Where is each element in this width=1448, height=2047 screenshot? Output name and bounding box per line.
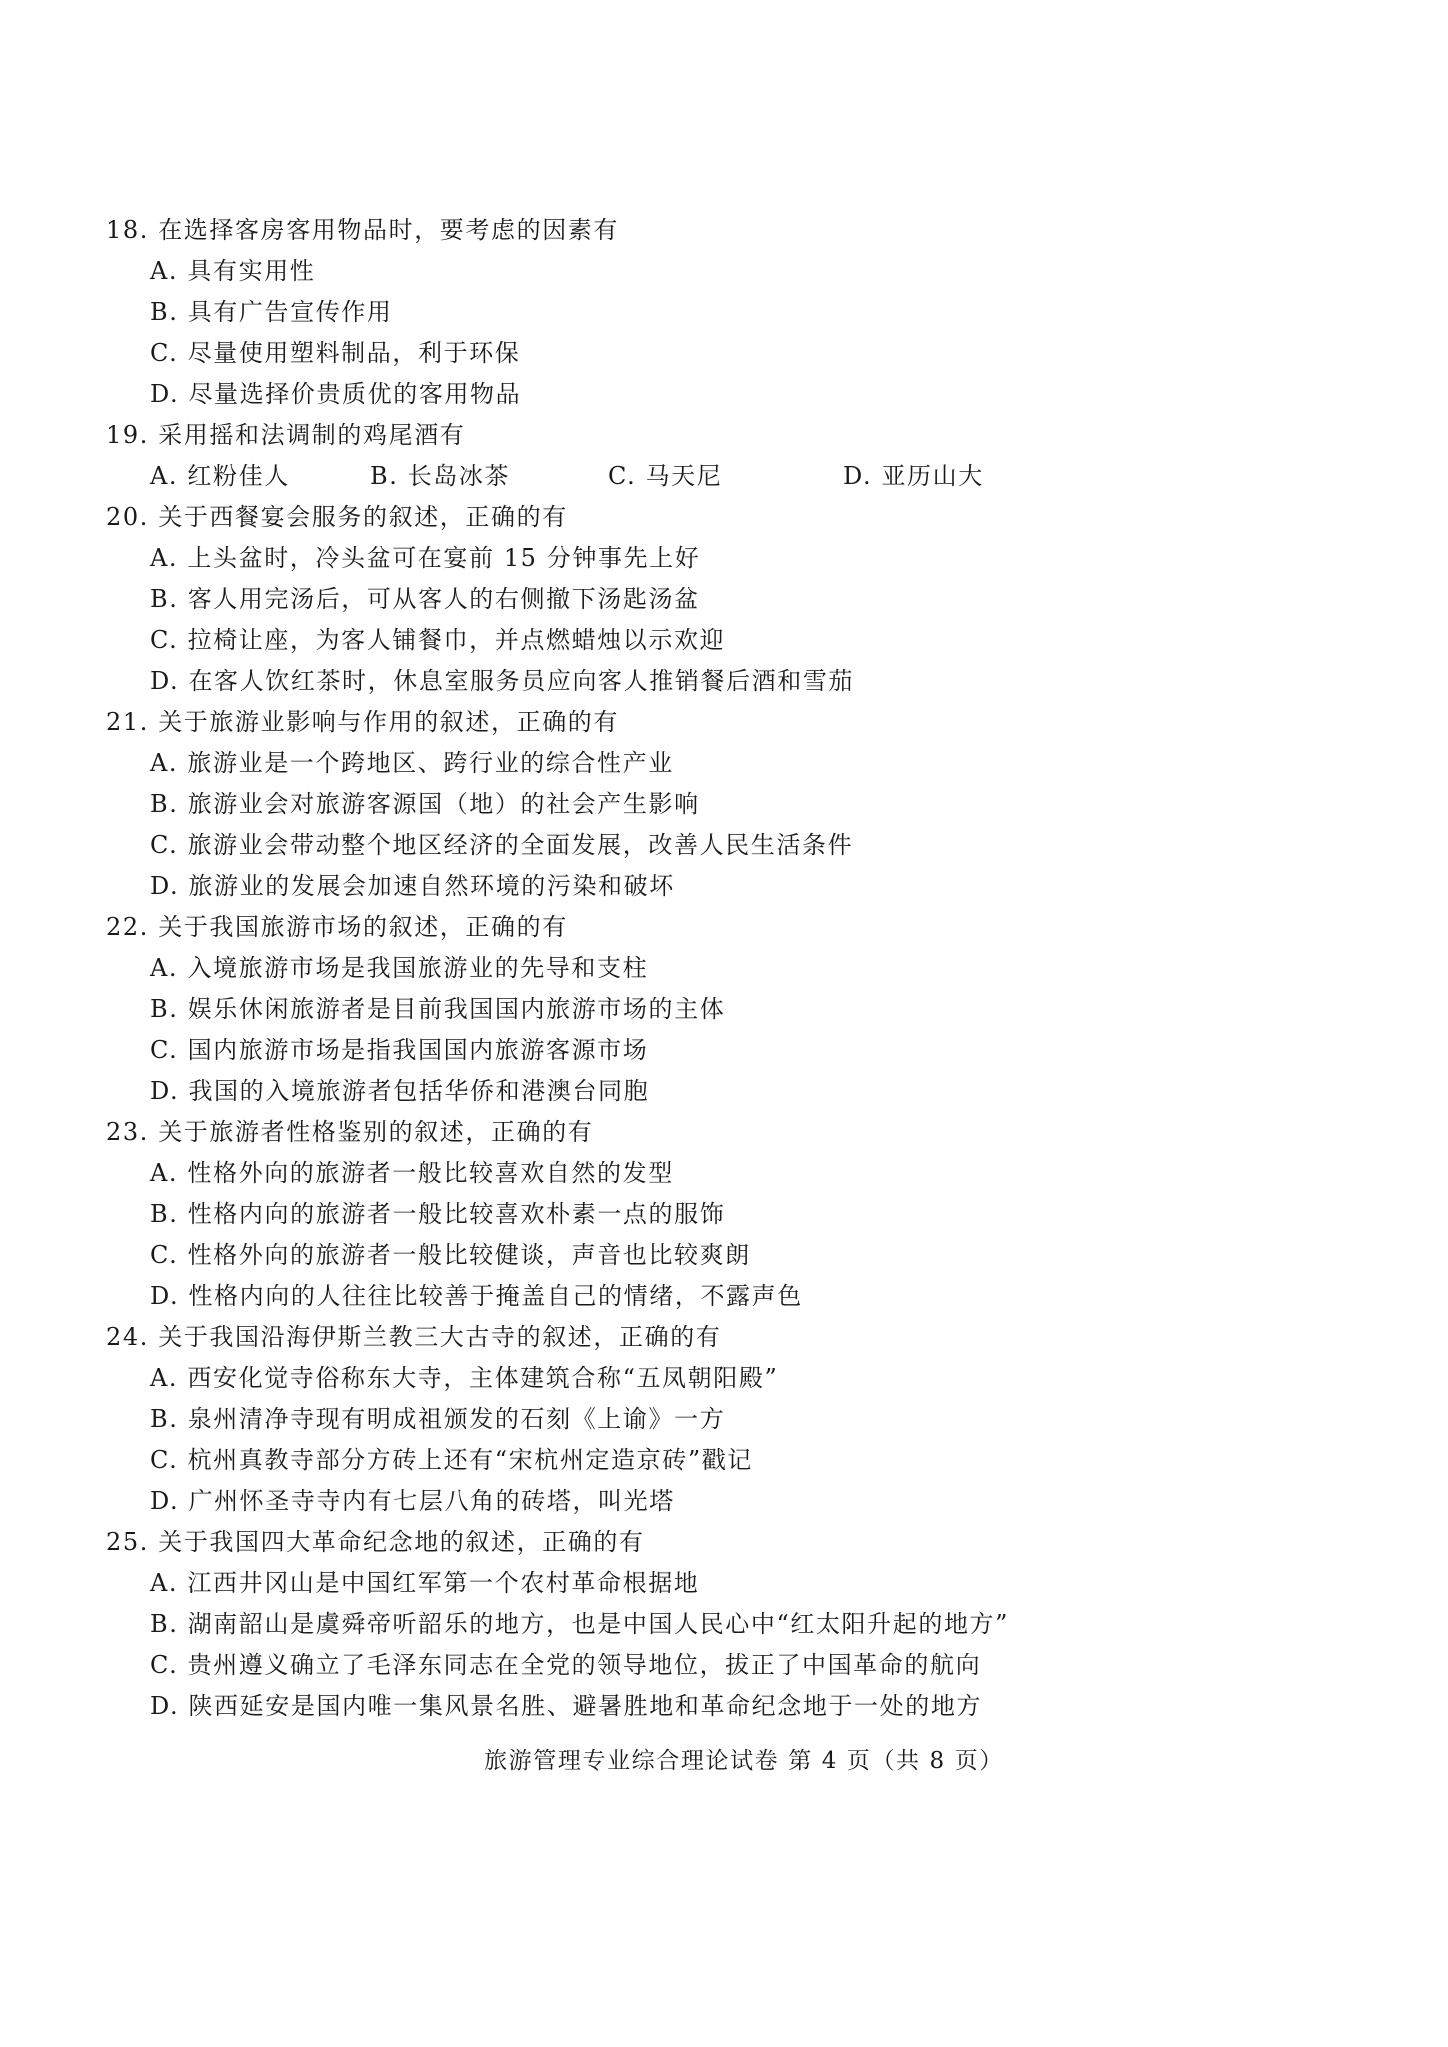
option-a: A. 入境旅游市场是我国旅游业的先导和支柱 xyxy=(150,954,649,982)
option-b: B. 旅游业会对旅游客源国（地）的社会产生影响 xyxy=(150,790,700,818)
question-19 xyxy=(106,415,1366,497)
option-b: B. 泉州清净寺现有明成祖颁发的石刻《上谕》一方 xyxy=(150,1405,726,1433)
option-c: C. 性格外向的旅游者一般比较健谈，声音也比较爽朗 xyxy=(150,1241,751,1269)
option-b: B. 娱乐休闲旅游者是目前我国国内旅游市场的主体 xyxy=(150,995,726,1023)
question-21 xyxy=(106,702,1366,907)
option-a: A. 红粉佳人 xyxy=(150,462,290,490)
option-d: D. 陕西延安是国内唯一集风景名胜、避暑胜地和革命纪念地于一处的地方 xyxy=(150,1692,983,1720)
question-stem: 19. 采用摇和法调制的鸡尾酒有 xyxy=(106,421,466,449)
question-stem: 23. 关于旅游者性格鉴别的叙述，正确的有 xyxy=(106,1118,594,1146)
option-d: D. 广州怀圣寺寺内有七层八角的砖塔，叫光塔 xyxy=(150,1487,675,1515)
option-c: C. 尽量使用塑料制品，利于环保 xyxy=(150,339,521,367)
option-a: A. 江西井冈山是中国红军第一个农村革命根据地 xyxy=(150,1569,700,1597)
option-c: C. 旅游业会带动整个地区经济的全面发展，改善人民生活条件 xyxy=(150,831,854,859)
option-d: D. 尽量选择价贵质优的客用物品 xyxy=(150,380,522,408)
question-20 xyxy=(106,497,1366,702)
question-list xyxy=(106,210,1366,1727)
question-18 xyxy=(106,210,1366,415)
option-c: C. 贵州遵义确立了毛泽东同志在全党的领导地位，拔正了中国革命的航向 xyxy=(150,1651,982,1679)
option-d: D. 在客人饮红茶时，休息室服务员应向客人推销餐后酒和雪茄 xyxy=(150,667,855,695)
question-stem: 25. 关于我国四大革命纪念地的叙述，正确的有 xyxy=(106,1528,645,1556)
question-23 xyxy=(106,1112,1366,1317)
option-a: A. 上头盆时，冷头盆可在宴前 15 分钟事先上好 xyxy=(150,544,701,572)
option-a: A. 旅游业是一个跨地区、跨行业的综合性产业 xyxy=(150,749,674,777)
option-b: B. 性格内向的旅游者一般比较喜欢朴素一点的服饰 xyxy=(150,1200,726,1228)
page-footer: 旅游管理专业综合理论试卷 第 4 页（共 8 页） xyxy=(484,1748,1004,1774)
question-stem: 18. 在选择客房客用物品时，要考虑的因素有 xyxy=(106,216,619,244)
question-22 xyxy=(106,907,1366,1112)
question-24 xyxy=(106,1317,1366,1522)
option-c: C. 杭州真教寺部分方砖上还有“宋杭州定造京砖”戳记 xyxy=(150,1446,753,1474)
option-d: D. 亚历山大 xyxy=(843,462,984,490)
option-d: D. 旅游业的发展会加速自然环境的污染和破坏 xyxy=(150,872,675,900)
option-a: A. 性格外向的旅游者一般比较喜欢自然的发型 xyxy=(150,1159,674,1187)
option-a: A. 具有实用性 xyxy=(150,257,316,285)
option-d: D. 我国的入境旅游者包括华侨和港澳台同胞 xyxy=(150,1077,650,1105)
question-stem: 22. 关于我国旅游市场的叙述，正确的有 xyxy=(106,913,568,941)
option-c: C. 国内旅游市场是指我国国内旅游客源市场 xyxy=(150,1036,649,1064)
option-d: D. 性格内向的人往往比较善于掩盖自己的情绪，不露声色 xyxy=(150,1282,803,1310)
option-b: B. 客人用完汤后，可从客人的右侧撤下汤匙汤盆 xyxy=(150,585,700,613)
option-row xyxy=(106,456,1366,497)
option-c: C. 拉椅让座，为客人铺餐巾，并点燃蜡烛以示欢迎 xyxy=(150,626,726,654)
question-stem: 24. 关于我国沿海伊斯兰教三大古寺的叙述，正确的有 xyxy=(106,1323,722,1351)
question-25 xyxy=(106,1522,1366,1727)
option-b: B. 具有广告宣传作用 xyxy=(150,298,393,326)
option-a: A. 西安化觉寺俗称东大寺，主体建筑合称“五凤朝阳殿” xyxy=(150,1364,779,1392)
option-b: B. 长岛冰茶 xyxy=(370,462,511,490)
question-stem: 20. 关于西餐宴会服务的叙述，正确的有 xyxy=(106,503,568,531)
question-stem: 21. 关于旅游业影响与作用的叙述，正确的有 xyxy=(106,708,619,736)
option-b: B. 湖南韶山是虞舜帝听韶乐的地方，也是中国人民心中“红太阳升起的地方” xyxy=(150,1610,1010,1638)
option-c: C. 马天尼 xyxy=(608,462,723,490)
